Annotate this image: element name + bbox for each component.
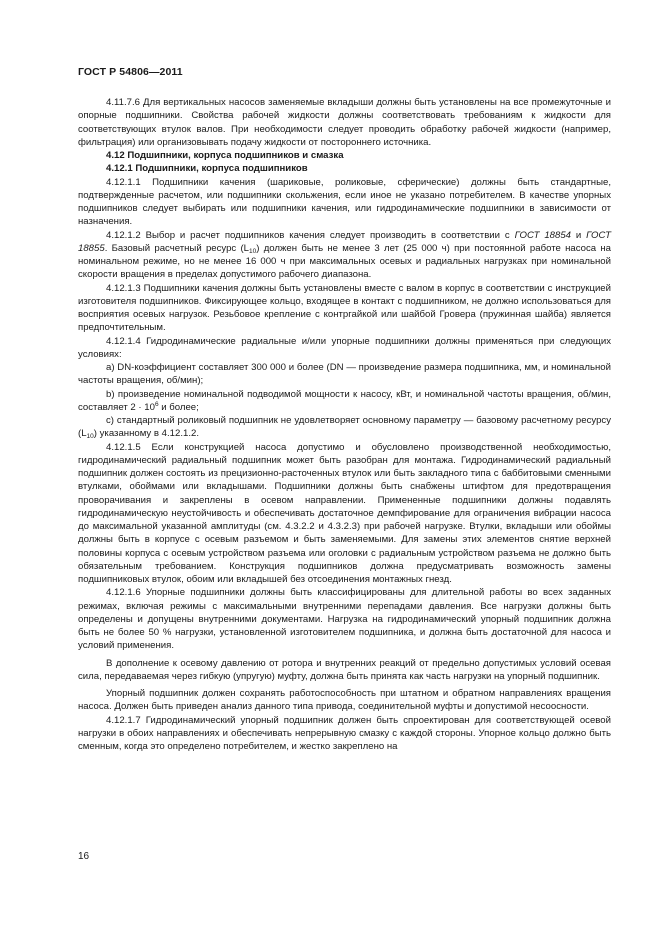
- paragraph-p4-12-1-1: 4.12.1.1 Подшипники качения (шариковые, роликовые, сферические) должны быть стандартные, подтвержденные расчетом, или подшипники скольжения, если иное не указано потребителем. В качестве упорных подшипников следует выбирать или подшипники качения, или гидродинамические подшипники в зависимости от назначения.: [78, 176, 611, 228]
- paragraph-p4-12-1-4b: b) произведение номинальной подводимой мощности к насосу, кВт, и номинальной частоты вращения, об/мин, составляет $2 \cdot 10^6$ и более;: [78, 388, 611, 413]
- paragraph-p4-12-1-6: 4.12.1.6 Упорные подшипники должны быть классифицированы для длительной работы во всех заданных режимах, включая режимы с максимальными внутренними перепадами давления. Все нагрузки должны быть определены и допущены внутренними документами. Нагрузка на гидродинамический упорный подшипник должна быть не более 50 % нагрузки, установленной изготовителем подшипника, и должна быть достаточной для насоса и условий применения.: [78, 587, 611, 652]
- paragraph-p4-12-1-3: 4.12.1.3 Подшипники качения должны быть установлены вместе с валом в корпус в соответствии с инструкцией изготовителя подшипников. Фиксирующее кольцо, входящее в контакт с подшипником, не должно использоваться для восприятия осевых нагрузок. Резьбовое крепление с контргайкой или шайбой Гровера (пружинная шайба) является предпочтительным.: [78, 282, 611, 334]
- document-body: [78, 96, 611, 753]
- paragraph-p4-12-1-2: 4.12.1.2 Выбор и расчет подшипников качения следует производить в соответствии с ГОСТ 18854 и ГОСТ 18855. Базовый расчетный ресурс $(L_{10})$ должен быть не менее 3 лет (25 000 ч) при постоянной работе насоса на номинальном режиме, но не менее 16 000 ч при максимальных осевых и радиальных нагрузках при номинальной скорости вращения в пределах допустимого рабочего диапазона.: [78, 229, 611, 281]
- paragraph-p4-11-7-6: 4.11.7.6 Для вертикальных насосов заменяемые вкладыши должны быть установлены на все промежуточные и опорные подшипники. Свойства рабочей жидкости должны соответствовать требованиям к жидкости для соответствующих втулок валов. При необходимости следует проводить обработку рабочей жидкости (например, фильтрация) или организовывать подачу жидкости от постороннего источника.: [78, 97, 611, 148]
- page-number: 16: [78, 851, 90, 862]
- paragraph-p4-12-1-6c: Упорный подшипник должен сохранять работоспособность при штатном и обратном направлениях вращения насоса. Должен быть приведен анализ данного типа привода, соединительной муфты и допустимой несоосности.: [78, 688, 611, 713]
- paragraph-p4-12-1-4a: a) DN-коэффициент составляет 300 000 и более (DN — произведение размера подшипника, мм, и номинальной частоты вращения, об/мин);: [78, 362, 611, 387]
- paragraph-p4-12-1-4: 4.12.1.4 Гидродинамические радиальные и/или упорные подшипники должны применяться при следующих условиях:: [78, 335, 611, 360]
- section-heading: 4.12.1 Подшипники, корпуса подшипников: [106, 163, 308, 175]
- page-header: ГОСТ Р 54806—2011: [78, 66, 183, 78]
- paragraph-p4-12-1-4c: c) стандартный роликовый подшипник не удовлетворяет основному параметру — базовому расчетному ресурсу $(L_{10})$ указанному в 4.12.1.2.: [78, 415, 611, 441]
- paragraph-p4-12-1-6b: В дополнение к осевому давлению от ротора и внутренних реакций от предельно допустимых условий осевая сила, передаваемая через гибкую (упругую) муфту, должна быть принята как часть нагрузки на упорный подшипник.: [78, 657, 611, 682]
- paragraph-p4-12-1-7: 4.12.1.7 Гидродинамический упорный подшипник должен быть спроектирован для соответствующей осевой нагрузки в обоих направлениях и обеспечивать непрерывную смазку с каждой стороны. Упорное кольцо должно быть сменным, когда это определено потребителем, и жестко закреплено на: [78, 714, 611, 752]
- paragraph-p4-12-1-5: 4.12.1.5 Если конструкцией насоса допустимо и обусловлено производственной необходимостью, гидродинамический радиальный подшипник может быть разобран для монтажа. Гидродинамический радиальный подшипник должен состоять из прецизионно-расточенных втулок или быть закладного типа с баббитовыми сменными втулками, обоймами или вкладышами. Подшипники должны быть снабжены штифтом для предотвращения проворачивания и закреплены в осевом направлении. Примененные подшипники должны подавлять гидродинамическую неустойчивость и обеспечивать достаточное демпфирование для ограничения вибрации насоса до максимальной указанной амплитуды (см. 4.3.2.2 и 4.3.2.3) при рабочей нагрузке. Втулки, вкладыши или обоймы должны быть в корпусе с осевым разъемом и быть заменяемыми. Для замены этих элементов снятие верхней половины корпуса с осевым устройством разъема или оголовки с радиальным устройством разъема не должно быть обязательным требованием. Конструкция подшипников должна предусматривать возможность замены подшипниковых втулок, обоим или вкладышей без отсоединения монтажных гнезд.: [78, 441, 611, 585]
- section-heading: 4.12 Подшипники, корпуса подшипников и смазка: [106, 150, 344, 161]
